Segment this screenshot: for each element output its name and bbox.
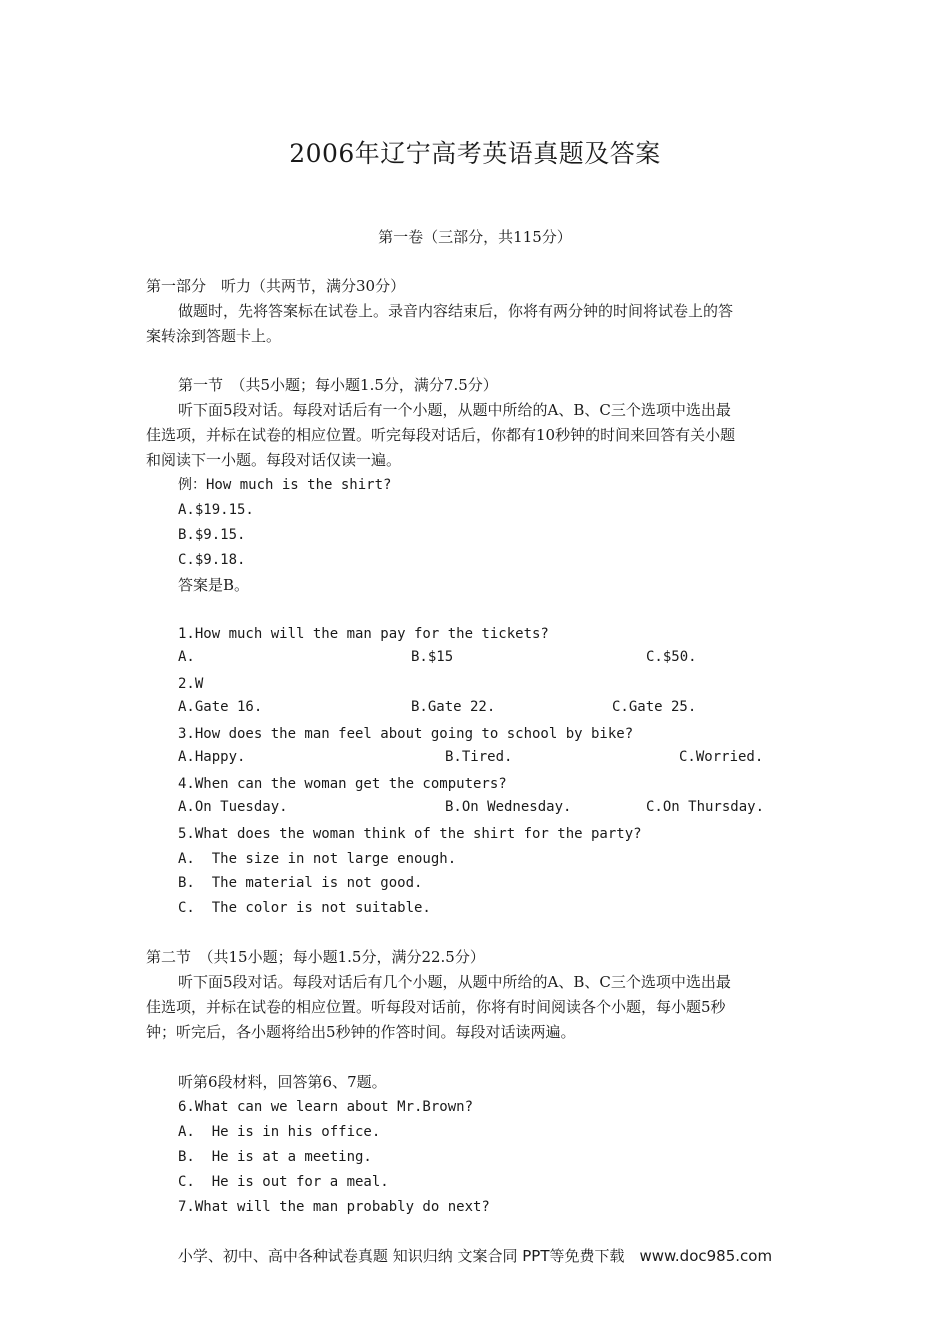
material-6-heading: 听第6段材料，回答第6、7题。 [178,1073,387,1091]
question-4: 4.When can the woman get the computers? [178,776,507,792]
option-b: B.Gate 22. [411,699,496,715]
section1-intro-line: 听下面5段对话。每段对话后有一个小题，从题中所给的A、B、C三个选项中选出最 [178,401,731,419]
question-2: 2.W [178,676,204,692]
option-a: A.Happy. [178,749,246,765]
section2-intro-line: 佳选项，并标在试卷的相应位置。听每段对话前，你将有时间阅读各个小题，每小题5秒 [146,998,726,1016]
footer-watermark: 小学、初中、高中各种试卷真题 知识归纳 文案合同 PPT等免费下载 www.doc985.com [177,1247,773,1265]
question-3-options [178,749,798,769]
part1-heading: 第一部分 听力（共两节，满分30分） [146,277,406,295]
question-6-option-c: C. He is out for a meal. [178,1174,389,1190]
example-answer: 答案是B。 [178,576,250,594]
option-a: A.Gate 16. [178,699,263,715]
question-6-option-a: A. He is in his office. [178,1124,381,1140]
question-7: 7.What will the man probably do next? [178,1199,490,1215]
option-c: C.Gate 25. [612,699,697,715]
option-c: C.On Thursday. [646,799,765,815]
question-3: 3.How does the man feel about going to school by bike? [178,726,634,742]
option-b: B.On Wednesday. [445,799,572,815]
option-b: B.Tired. [445,749,513,765]
part1-intro-line: 案转涂到答题卡上。 [146,327,282,345]
example-question: 例：How much is the shirt? [178,477,392,493]
example-option: C.$9.18. [178,552,246,568]
question-6: 6.What can we learn about Mr.Brown? [178,1099,474,1115]
section2-intro-line: 钟；听完后，各小题将给出5秒钟的作答时间。每段对话读两遍。 [146,1023,576,1041]
question-2-options [178,699,798,719]
question-5-option-c: C. The color is not suitable. [178,900,431,916]
question-5: 5.What does the woman think of the shirt for the party? [178,826,642,842]
section1-heading: 第一节 （共5小题；每小题1.5分，满分7.5分） [178,376,498,394]
document-title: 2006年辽宁高考英语真题及答案 [289,139,661,168]
option-a: A.On Tuesday. [178,799,288,815]
question-5-option-b: B. The material is not good. [178,875,423,891]
option-b: B.$15 [411,649,454,665]
section2-intro-line: 听下面5段对话。每段对话后有几个小题，从题中所给的A、B、C三个选项中选出最 [178,973,731,991]
option-a: A. [178,649,195,665]
question-4-options [178,799,798,819]
question-1: 1.How much will the man pay for the tickets? [178,626,549,642]
example-option: A.$19.15. [178,502,254,518]
question-6-option-b: B. He is at a meeting. [178,1149,372,1165]
section1-intro-line: 佳选项，并标在试卷的相应位置。听完每段对话后，你都有10秒钟的时间来回答有关小题 [146,426,736,444]
option-c: C.$50. [646,649,697,665]
section1-intro-line: 和阅读下一小题。每段对话仅读一遍。 [146,451,402,469]
question-5-option-a: A. The size in not large enough. [178,851,457,867]
option-c: C.Worried. [679,749,764,765]
section2-heading: 第二节 （共15小题；每小题1.5分，满分22.5分） [146,948,485,966]
question-1-options [178,649,798,669]
example-option: B.$9.15. [178,527,246,543]
volume-subtitle: 第一卷（三部分，共115分） [378,228,572,246]
part1-intro-line: 做题时，先将答案标在试卷上。录音内容结束后，你将有两分钟的时间将试卷上的答 [178,302,734,320]
